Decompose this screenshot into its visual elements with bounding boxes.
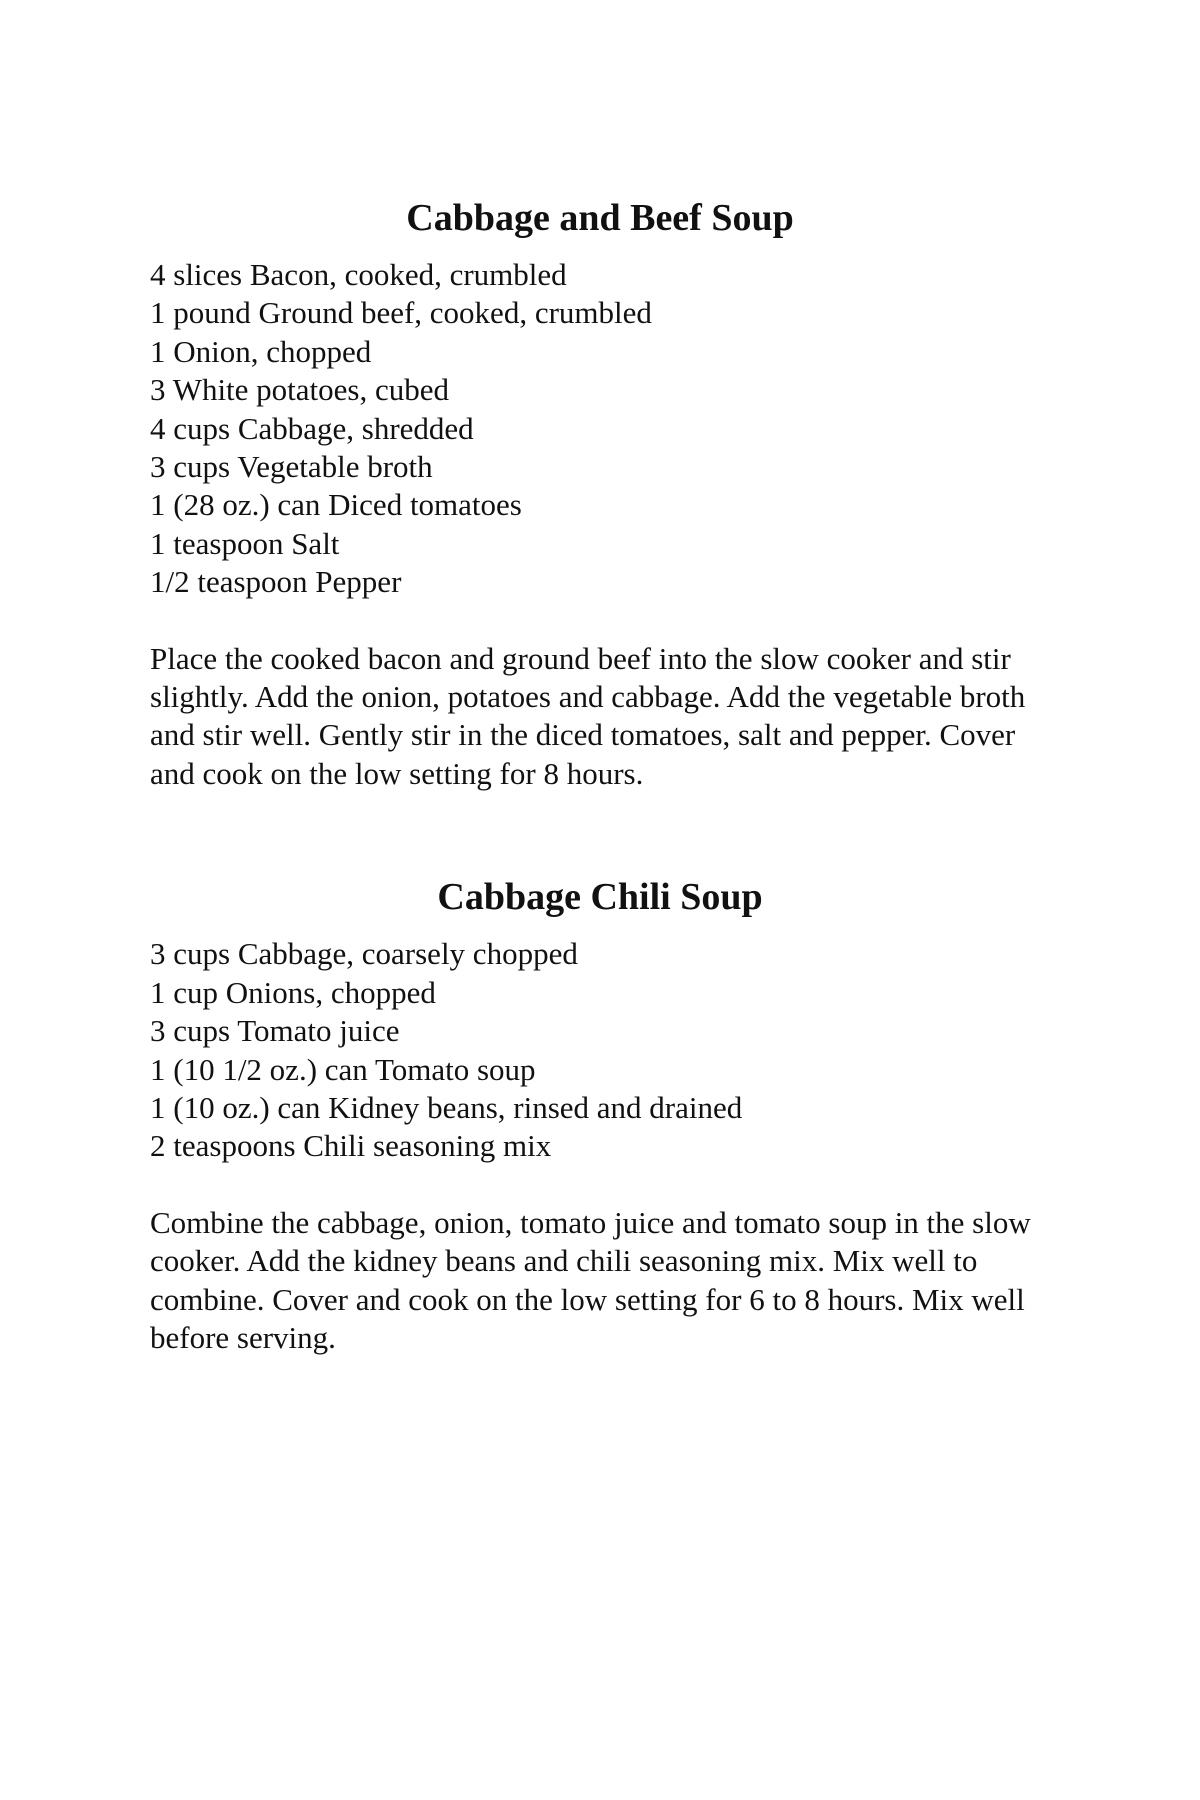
recipe-cabbage-chili-soup [150,875,1050,1357]
ingredient-item: 1/2 teaspoon Pepper [150,564,402,600]
recipe-page [150,196,1050,1357]
ingredient-item: 1 pound Ground beef, cooked, crumbled [150,295,652,331]
ingredient-item: 3 cups Cabbage, coarsely chopped [150,936,578,972]
ingredient-item: 1 teaspoon Salt [150,525,340,561]
ingredient-item: 4 cups Cabbage, shredded [150,410,474,446]
ingredient-item: 2 teaspoons Chili seasoning mix [150,1128,552,1164]
recipe-title: Cabbage and Beef Soup [406,197,794,239]
ingredient-item: 3 White potatoes, cubed [150,372,450,408]
ingredient-item: 1 (10 oz.) can Kidney beans, rinsed and drained [150,1089,743,1125]
ingredient-item: 3 cups Vegetable broth [150,449,433,485]
ingredient-item: 4 slices Bacon, cooked, crumbled [150,257,567,292]
recipe-title: Cabbage Chili Soup [437,876,763,919]
ingredient-list [150,935,1050,1165]
ingredient-item: 3 cups Tomato juice [150,1013,400,1049]
ingredient-list [150,256,1050,602]
recipe-directions: Place the cooked bacon and ground beef into the slow cooker and stir slightly. Add the onion, potatoes and cabbage. Add the vegetable broth and stir well. Gently stir in the diced tomatoes, salt and pepper. Cover and cook on the low setting for 8 hours. [150,640,1026,791]
ingredient-item: 1 (28 oz.) can Diced tomatoes [150,487,522,523]
ingredient-item: 1 (10 1/2 oz.) can Tomato soup [150,1051,536,1087]
recipe-directions: Combine the cabbage, onion, tomato juice and tomato soup in the slow cooker. Add the kidney beans and chili seasoning mix. Mix well to combine. Cover and cook on the low setting for 6 to 8 hours. Mix well before serving. [150,1204,1031,1355]
recipe-cabbage-beef-soup [150,196,1050,793]
ingredient-item: 1 Onion, chopped [150,333,372,369]
ingredient-item: 1 cup Onions, chopped [150,974,436,1010]
